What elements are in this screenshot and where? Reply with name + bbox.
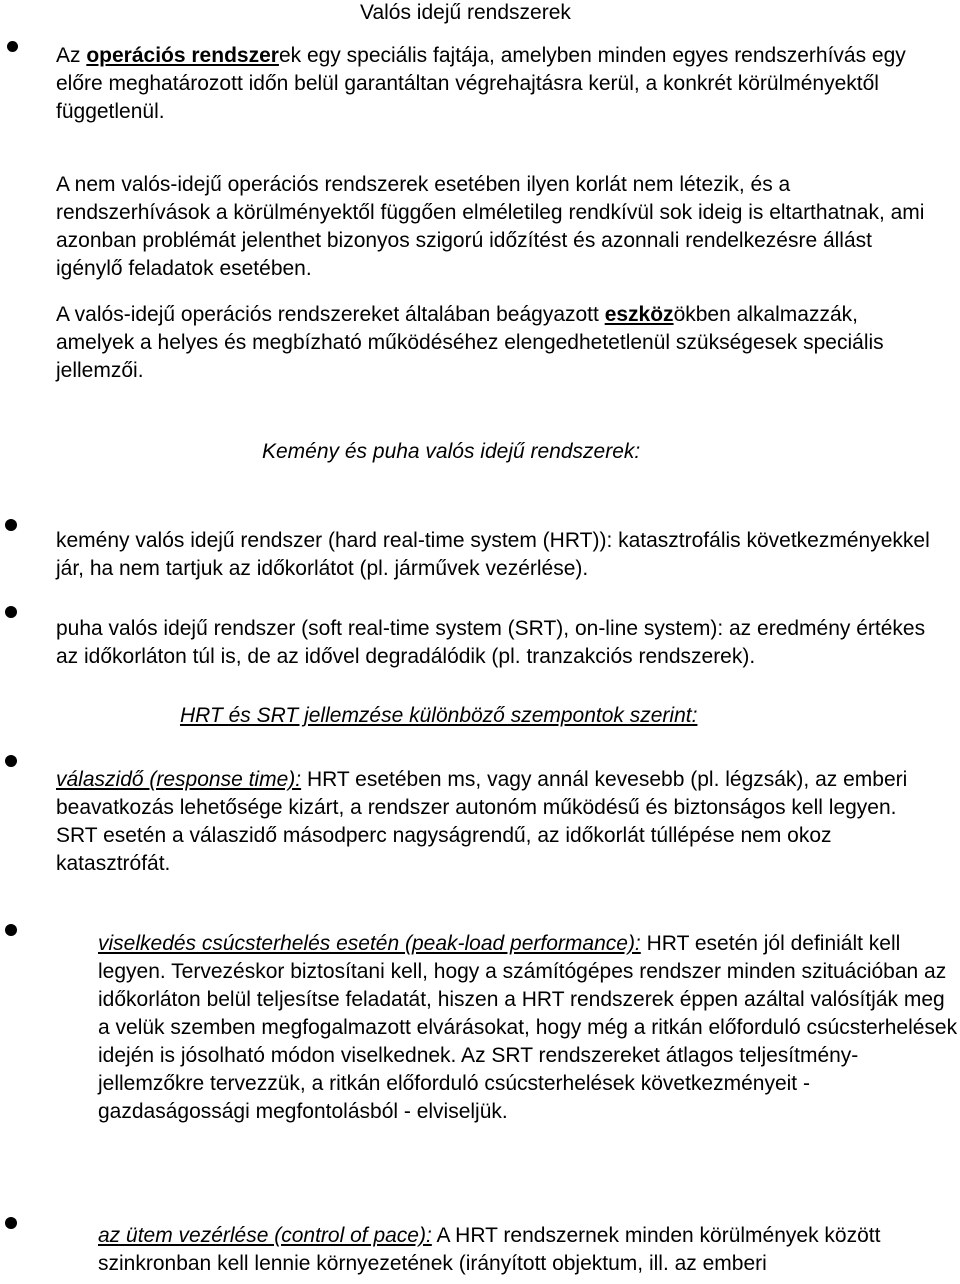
response-time-item: válaszidő (response time): HRT esetében ms, vagy annál kevesebb (pl. légzsák), az emberi beavatkozás lehetősége kizárt, a rendszer autonóm működésű és biztonságos kell legyen. SRT esetén a válaszidő másodperc nagyságrendű, az időkorlát túllépése nem okoz katasztrófát. xyxy=(56,768,908,875)
intro-paragraph-1: Az operációs rendszerek egy speciális fajtája, amelyben minden egyes rendszerhívás egy előre meghatározott időn belül garantáltan végrehajtásra kerül, a konkrét körülményektől függetlenül. xyxy=(56,44,906,123)
section-heading-characteristics: HRT és SRT jellemzése különböző szempontok szerint: xyxy=(180,704,698,727)
intro-paragraph-3: A valós-idejű operációs rendszereket általában beágyazott eszközökben alkalmazzák, amelyek a helyes és megbízható működéséhez elengedhetetlenül szükségesek speciális jellemzői. xyxy=(56,303,884,382)
soft-realtime-item: puha valós idejű rendszer (soft real-time system (SRT), on-line system): az eredmény értékes az időkorláton túl is, de az idővel degradálódik (pl. tranzakciós rendszerek). xyxy=(56,617,926,668)
pace-control-term: az ütem vezérlése (control of pace): xyxy=(98,1224,432,1247)
peak-load-term: viselkedés csúcsterhelés esetén (peak-load performance): xyxy=(98,932,641,955)
intro-section xyxy=(56,42,936,385)
bullet-icon xyxy=(5,1217,17,1229)
bullet-icon xyxy=(5,606,17,618)
section-heading-hard-soft: Kemény és puha valós idejű rendszerek: xyxy=(262,440,641,463)
intro-paragraph-2: A nem valós-idejű operációs rendszerek esetében ilyen korlát nem létezik, és a rendszerhívások a körülményektől függően elméletileg rendkívül sok ideig is eltarthatnak, ami azonban problémát jelenthet bizonyos szigorú időzítést és azonnali rendelkezésre állást igénylő feladatok esetében. xyxy=(56,173,925,280)
bullet-icon xyxy=(5,519,17,531)
pace-control-item: az ütem vezérlése (control of pace): A HRT rendszernek minden körülmények között szinkronban kell lennie környezetének (irányított objektum, ill. az emberi xyxy=(98,1224,881,1275)
response-time-term: válaszidő (response time): xyxy=(56,768,302,791)
bullet-icon xyxy=(5,924,17,936)
page-title: Valós idejű rendszerek xyxy=(360,1,571,24)
device-link[interactable]: eszköz xyxy=(604,303,674,326)
operating-system-link[interactable]: operációs rendszer xyxy=(86,44,279,67)
hard-realtime-item: kemény valós idejű rendszer (hard real-time system (HRT)): katasztrofális következményekkel jár, ha nem tartjuk az időkorlátot (pl. járművek vezérlése). xyxy=(56,529,930,580)
peak-load-item: viselkedés csúcsterhelés esetén (peak-load performance): HRT esetén jól definiált kell legyen. Tervezéskor biztosítani kell, hogy a számítógépes rendszer minden szituációban az időkorláton belül teljesítse feladatát, hiszen a HRT rendszerek éppen azáltal valósítják meg a velük szemben megfogalmazott elvárásokat, hogy még a ritkán előforduló csúcsterhelések idején is jósolható módon viselkednek. Az SRT rendszereket átlagos teljesítmény-jellemzőkre tervezzük, a ritkán előforduló csúcsterhelések következményeit - gazdaságossági megfontolásból - elviseljük. xyxy=(98,932,958,1123)
bullet-icon xyxy=(7,41,18,52)
bullet-icon xyxy=(5,755,17,767)
